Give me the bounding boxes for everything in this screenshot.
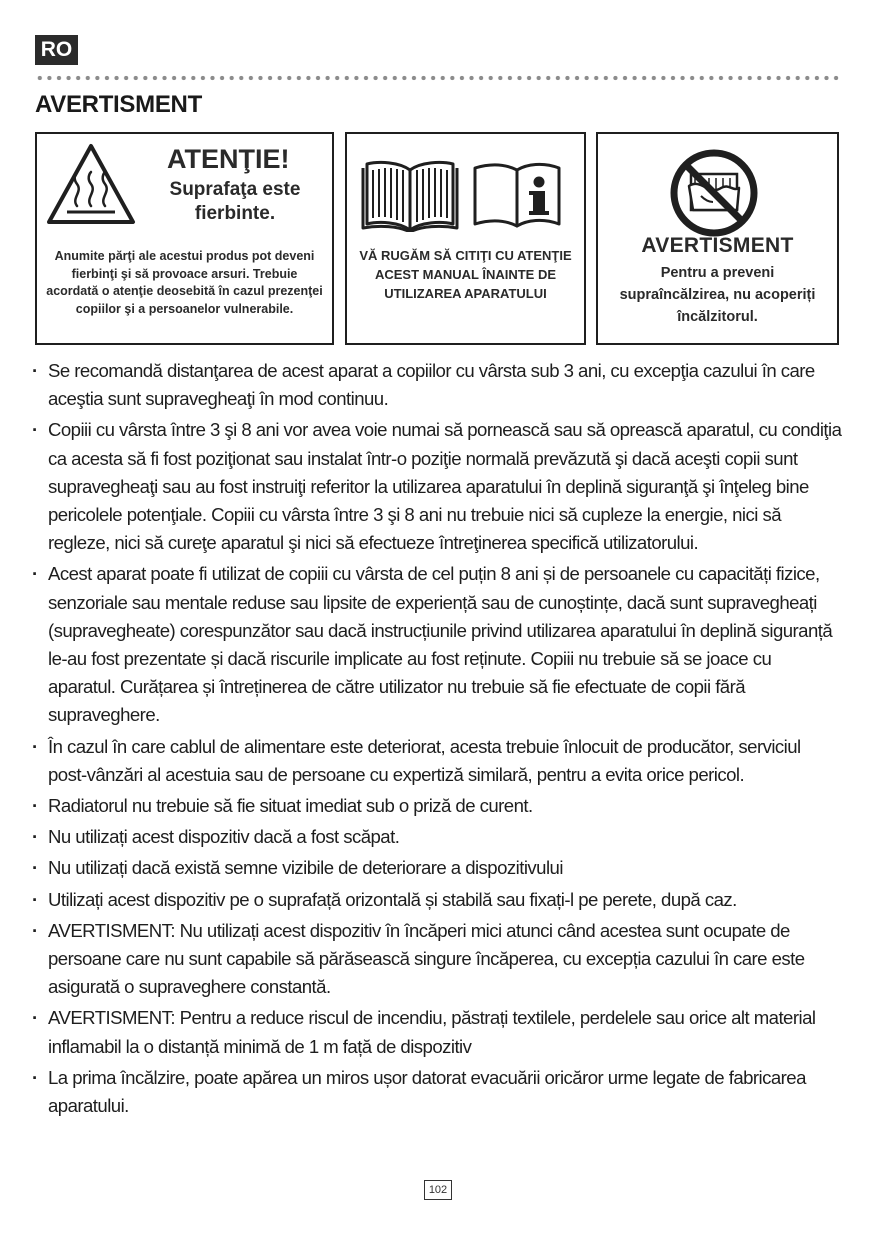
do-not-cover-box bbox=[596, 132, 839, 345]
read-manual-text: VĂ RUGĂM SĂ CITIŢI CU ATENŢIE ACEST MANUAL ÎNAINTE DE UTILIZAREA APARATULUI bbox=[359, 248, 572, 301]
hot-surface-warning-box bbox=[35, 132, 334, 345]
list-item: · Nu utilizați dacă există semne vizibile de deteriorare a dispozitivului bbox=[30, 854, 842, 882]
do-not-cover-title: AVERTISMENT bbox=[641, 234, 794, 257]
hot-surface-subtitle bbox=[145, 178, 325, 226]
attention-title: ATENŢIE! bbox=[167, 144, 290, 174]
list-item: · AVERTISMENT: Pentru a reduce riscul de incendiu, păstrați textilele, perdelele sau orice alt material inflamabil la o distanță minimă de 1 m față de dispozitiv bbox=[30, 1004, 842, 1060]
list-item: · AVERTISMENT: Nu utilizați acest dispozitiv în încăperi mici atunci când acestea sunt ocupate de persoane care nu sunt capabile să părăsească singure încăperea, cu excepția cazului în care este asigurată o supraveghere constantă. bbox=[30, 917, 842, 1002]
dotted-divider bbox=[35, 75, 840, 81]
section-title: AVERTISMENT bbox=[35, 91, 202, 118]
hot-surface-subtitle-line1: Suprafaţa este bbox=[169, 179, 301, 200]
hot-surface-description: Anumite părţi ale acestui produs pot deveni fierbinţi şi să provoace arsuri. Trebuie acordată o atenţie deosebită în cazul prezenţei copiilor şi a persoanelor vulnerabile. bbox=[46, 249, 323, 316]
hot-surface-icon bbox=[45, 142, 137, 226]
safety-instructions-list bbox=[30, 357, 842, 1123]
page-number: 102 bbox=[424, 1180, 452, 1200]
list-item: · În cazul în care cablul de alimentare este deteriorat, acesta trebuie înlocuit de producător, serviciul post-vânzări al acestuia sau de persoane cu expertiză similară, pentru a evita orice pericol. bbox=[30, 733, 842, 789]
list-item: · Utilizați acest dispozitiv pe o suprafață orizontală și stabilă sau fixați-l pe perete, după caz. bbox=[30, 886, 842, 914]
list-item: · Copiii cu vârsta între 3 şi 8 ani vor avea voie numai să pornească sau să oprească aparatul, cu condiţia ca acesta să fi fost poziţionat sau instalat într-o poziţie normală prevăzută şi dacă aceşti copii sunt supravegheaţi sau au fost instruiţi referitor la utilizarea aparatului în deplină siguranţă şi înţeleg bine pericolele potenţiale. Copiii cu vârsta între 3 şi 8 ani nu trebuie nici să cupleze la energie, nici să regleze, nici să cureţe aparatul şi nici să efectueze întreţinerea specifică utilizatorului. bbox=[30, 416, 842, 557]
read-manual-box bbox=[345, 132, 586, 345]
hot-surface-subtitle-line2: fierbinte. bbox=[194, 203, 276, 224]
open-book-icon bbox=[361, 158, 459, 232]
list-item: · Radiatorul nu trebuie să fie situat imediat sub o priză de curent. bbox=[30, 792, 842, 820]
list-item: · Acest aparat poate fi utilizat de copiii cu vârsta de cel puțin 8 ani și de persoanele cu capacități fizice, senzoriale sau mentale reduse sau lipsite de experiență sau de cunoștințe, dacă sunt supravegheați (supravegheate) corespunzător sau dacă instrucțiunile privind utilizarea aparatului în deplină siguranță le-au fost prezentate și dacă riscurile implicate au fost reținute. Copiii nu trebuie să se joace cu aparatul. Curățarea și întreținerea de către utilizator nu trebuie să fie efectuate de copii fără supraveghere. bbox=[30, 560, 842, 729]
list-item: · La prima încălzire, poate apărea un miros ușor datorat evacuării oricăror urme legate de fabricarea aparatului. bbox=[30, 1064, 842, 1120]
do-not-cover-text: Pentru a preveni supraîncălzirea, nu acoperiți încălzitorul. bbox=[619, 265, 816, 325]
list-item: · Nu utilizați acest dispozitiv dacă a fost scăpat. bbox=[30, 823, 842, 851]
info-manual-icon bbox=[469, 160, 563, 230]
language-badge: RO bbox=[35, 35, 78, 65]
list-item: · Se recomandă distanţarea de acest aparat a copiilor cu vârsta sub 3 ani, cu excepţia cazului în care aceştia sunt supravegheaţi în mod continuu. bbox=[30, 357, 842, 413]
do-not-cover-icon bbox=[669, 148, 759, 238]
